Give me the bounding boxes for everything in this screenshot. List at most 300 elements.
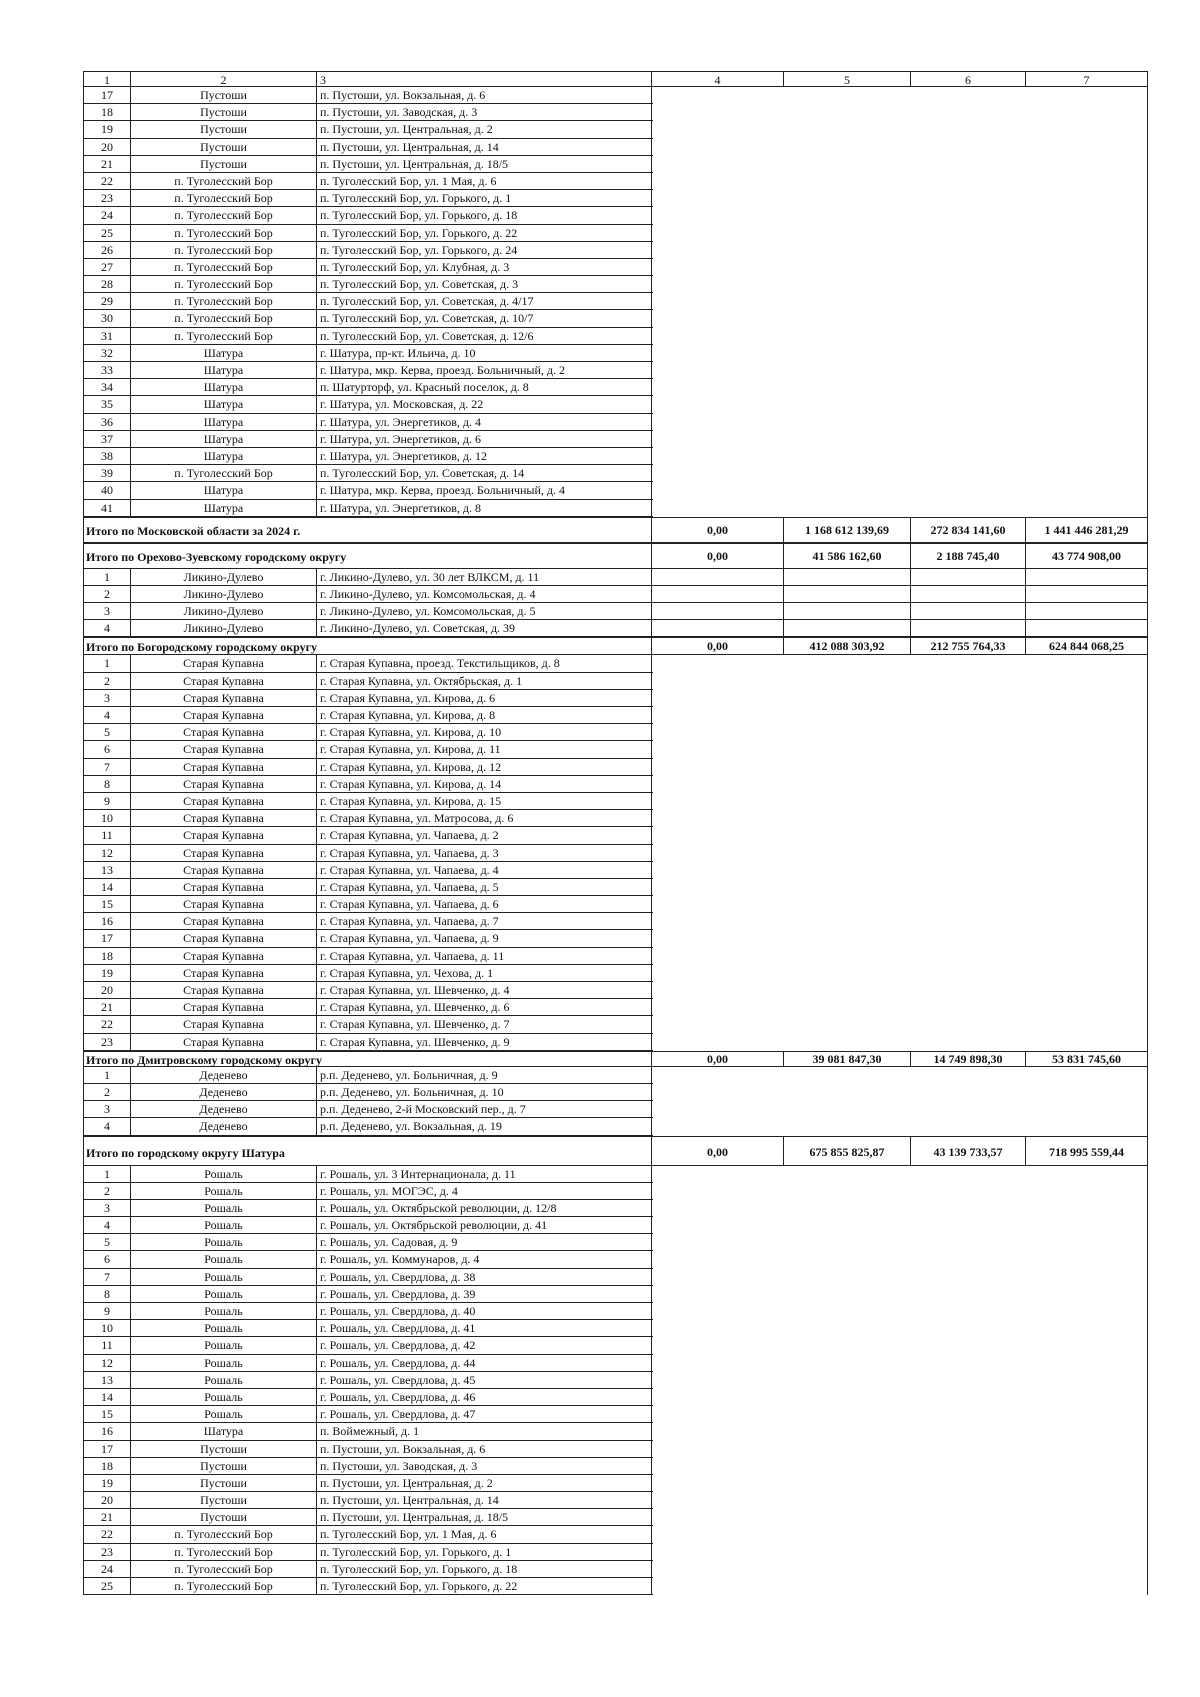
blank-area	[652, 793, 1148, 810]
locality: Деденево	[131, 1101, 317, 1118]
table-row	[83, 87, 1148, 104]
blank-area	[652, 1101, 1148, 1118]
locality: Пустоши	[131, 104, 317, 121]
table-row	[83, 1084, 1148, 1101]
row-number: 4	[83, 1118, 131, 1135]
blank-area	[652, 1217, 1148, 1234]
cell-empty	[652, 569, 784, 585]
locality: Рошаль	[131, 1286, 317, 1303]
row-number: 8	[83, 776, 131, 793]
row-number: 36	[83, 414, 131, 431]
blank-area	[652, 293, 1148, 310]
address: г. Рошаль, ул. Свердлова, д. 41	[317, 1320, 652, 1337]
address: г. Рошаль, ул. Октябрьской революции, д. 41	[317, 1217, 652, 1234]
address: п. Туголесский Бор, ул. Горького, д. 18	[317, 1561, 652, 1578]
locality: Старая Купавна	[131, 707, 317, 724]
address: г. Старая Купавна, ул. Октябрьская, д. 1	[317, 673, 652, 690]
row-number: 2	[83, 586, 131, 602]
locality: Ликино-Дулево	[131, 569, 317, 585]
blank-area	[652, 465, 1148, 482]
table-row	[83, 965, 1148, 982]
row-number: 33	[83, 362, 131, 379]
address: г. Старая Купавна, ул. Шевченко, д. 6	[317, 999, 652, 1016]
row-number: 16	[83, 1423, 131, 1440]
row-number: 24	[83, 207, 131, 224]
blank-area	[652, 724, 1148, 741]
address: г. Старая Купавна, ул. Шевченко, д. 9	[317, 1034, 652, 1051]
total-value: 39 081 847,30	[784, 1052, 911, 1066]
address: г. Шатура, ул. Энергетиков, д. 4	[317, 414, 652, 431]
locality: Старая Купавна	[131, 948, 317, 965]
locality: п. Туголесский Бор	[131, 242, 317, 259]
blank-area	[652, 362, 1148, 379]
address: г. Рошаль, ул. 3 Интернационала, д. 11	[317, 1166, 652, 1183]
table-row	[83, 707, 1148, 724]
locality: Старая Купавна	[131, 690, 317, 707]
address: г. Рошаль, ул. Свердлова, д. 46	[317, 1389, 652, 1406]
address: г. Старая Купавна, ул. Чехова, д. 1	[317, 965, 652, 982]
locality: Старая Купавна	[131, 724, 317, 741]
row-number: 9	[83, 793, 131, 810]
cell-empty	[1026, 569, 1148, 585]
total-value: 0,00	[652, 1052, 784, 1066]
address: г. Шатура, пр-кт. Ильича, д. 10	[317, 345, 652, 362]
blank-area	[652, 999, 1148, 1016]
table-row	[83, 948, 1148, 965]
locality: п. Туголесский Бор	[131, 328, 317, 345]
locality: Рошаль	[131, 1166, 317, 1183]
blank-area	[652, 879, 1148, 896]
blank-area	[652, 328, 1148, 345]
address: г. Ликино-Дулево, ул. 30 лет ВЛКСМ, д. 11	[317, 569, 652, 585]
table-row	[83, 1303, 1148, 1320]
total-label: Итого по Московской области за 2024 г.	[83, 518, 652, 542]
blank-area	[652, 1303, 1148, 1320]
total-value: 0,00	[652, 638, 784, 654]
row-number: 25	[83, 225, 131, 242]
row-number: 39	[83, 465, 131, 482]
table-row	[83, 827, 1148, 844]
table-row	[83, 1183, 1148, 1200]
total-label: Итого по Дмитровскому городскому округу	[83, 1052, 652, 1066]
row-number: 4	[83, 707, 131, 724]
address: п. Туголесский Бор, ул. Горького, д. 18	[317, 207, 652, 224]
address: р.п. Деденево, ул. Больничная, д. 10	[317, 1084, 652, 1101]
table-row	[83, 328, 1148, 345]
blank-area	[652, 741, 1148, 758]
row-number: 11	[83, 1337, 131, 1354]
cell-empty	[652, 586, 784, 602]
locality: п. Туголесский Бор	[131, 465, 317, 482]
address: г. Старая Купавна, ул. Кирова, д. 8	[317, 707, 652, 724]
locality: п. Туголесский Бор	[131, 225, 317, 242]
table-row	[83, 1372, 1148, 1389]
table-row	[83, 1389, 1148, 1406]
address: г. Рошаль, ул. Свердлова, д. 44	[317, 1355, 652, 1372]
address: г. Старая Купавна, ул. Чапаева, д. 9	[317, 930, 652, 947]
blank-area	[652, 1234, 1148, 1251]
table-row	[83, 1423, 1148, 1440]
row-number: 22	[83, 1016, 131, 1033]
locality: Рошаль	[131, 1303, 317, 1320]
locality: п. Туголесский Бор	[131, 190, 317, 207]
table-row	[83, 620, 1148, 637]
locality: п. Туголесский Бор	[131, 293, 317, 310]
address: п. Туголесский Бор, ул. Советская, д. 3	[317, 276, 652, 293]
locality: Старая Купавна	[131, 810, 317, 827]
row-number: 3	[83, 603, 131, 619]
blank-area	[652, 845, 1148, 862]
locality: п. Туголесский Бор	[131, 259, 317, 276]
table-row	[83, 121, 1148, 138]
address: г. Старая Купавна, ул. Кирова, д. 15	[317, 793, 652, 810]
row-number: 23	[83, 1544, 131, 1561]
address: п. Пустоши, ул. Центральная, д. 14	[317, 1492, 652, 1509]
cell-empty	[652, 603, 784, 619]
address: п. Туголесский Бор, ул. Советская, д. 12/6	[317, 328, 652, 345]
table-row	[83, 673, 1148, 690]
row-number: 20	[83, 982, 131, 999]
blank-area	[652, 396, 1148, 413]
table-row	[83, 586, 1148, 603]
blank-area	[652, 1166, 1148, 1183]
blank-area	[652, 156, 1148, 173]
locality: Старая Купавна	[131, 896, 317, 913]
row-number: 10	[83, 810, 131, 827]
total-value: 2 188 745,40	[911, 544, 1026, 568]
cell-empty	[1026, 620, 1148, 636]
locality: Шатура	[131, 345, 317, 362]
table-row	[83, 982, 1148, 999]
row-number: 21	[83, 999, 131, 1016]
locality: Деденево	[131, 1067, 317, 1084]
row-number: 25	[83, 1578, 131, 1595]
address: г. Шатура, мкр. Керва, проезд. Больничный, д. 4	[317, 482, 652, 499]
row-number: 34	[83, 379, 131, 396]
blank-area	[652, 1441, 1148, 1458]
blank-area	[652, 259, 1148, 276]
cell-empty	[784, 586, 911, 602]
address: п. Пустоши, ул. Центральная, д. 2	[317, 121, 652, 138]
locality: Старая Купавна	[131, 827, 317, 844]
row-number: 2	[83, 673, 131, 690]
table-row	[83, 724, 1148, 741]
address: г. Рошаль, ул. Свердлова, д. 40	[317, 1303, 652, 1320]
address: п. Шатурторф, ул. Красный поселок, д. 8	[317, 379, 652, 396]
blank-area	[652, 379, 1148, 396]
address: г. Рошаль, ул. Коммунаров, д. 4	[317, 1251, 652, 1268]
table-row	[83, 1578, 1148, 1595]
blank-area	[652, 1067, 1148, 1084]
table-row	[83, 1509, 1148, 1526]
table-row	[83, 603, 1148, 620]
row-number: 11	[83, 827, 131, 844]
address: г. Старая Купавна, ул. Чапаева, д. 5	[317, 879, 652, 896]
row-number: 15	[83, 896, 131, 913]
row-number: 23	[83, 190, 131, 207]
locality: Старая Купавна	[131, 879, 317, 896]
address: г. Старая Купавна, ул. Кирова, д. 6	[317, 690, 652, 707]
locality: Рошаль	[131, 1389, 317, 1406]
address: п. Туголесский Бор, ул. Горького, д. 22	[317, 225, 652, 242]
locality: п. Туголесский Бор	[131, 173, 317, 190]
row-number: 17	[83, 930, 131, 947]
blank-area	[652, 1337, 1148, 1354]
total-value: 0,00	[652, 544, 784, 568]
address: р.п. Деденево, ул. Вокзальная, д. 19	[317, 1118, 652, 1135]
address: п. Туголесский Бор, ул. Горького, д. 22	[317, 1578, 652, 1595]
locality: Старая Купавна	[131, 965, 317, 982]
row-number: 29	[83, 293, 131, 310]
locality: Старая Купавна	[131, 999, 317, 1016]
address: г. Рошаль, ул. Свердлова, д. 47	[317, 1406, 652, 1423]
column-number-1: 1	[83, 72, 131, 86]
locality: Шатура	[131, 431, 317, 448]
row-number: 24	[83, 1561, 131, 1578]
blank-area	[652, 1286, 1148, 1303]
blank-area	[652, 87, 1148, 104]
blank-area	[652, 173, 1148, 190]
blank-area	[652, 225, 1148, 242]
row-rule	[83, 1594, 653, 1595]
address: г. Ликино-Дулево, ул. Советская, д. 39	[317, 620, 652, 636]
row-number: 22	[83, 173, 131, 190]
locality: Рошаль	[131, 1183, 317, 1200]
table-row	[83, 1320, 1148, 1337]
blank-area	[652, 1423, 1148, 1440]
row-number: 41	[83, 500, 131, 517]
row-number: 3	[83, 1200, 131, 1217]
blank-area	[652, 1389, 1148, 1406]
locality: Рошаль	[131, 1251, 317, 1268]
row-number: 6	[83, 741, 131, 758]
table-row	[83, 879, 1148, 896]
address-table	[83, 71, 1148, 1595]
row-number: 9	[83, 1303, 131, 1320]
blank-area	[652, 673, 1148, 690]
table-row	[83, 1118, 1148, 1135]
address: г. Рошаль, ул. Свердлова, д. 38	[317, 1269, 652, 1286]
blank-area	[652, 1561, 1148, 1578]
table-row	[83, 1286, 1148, 1303]
locality: Пустоши	[131, 1458, 317, 1475]
address: г. Старая Купавна, ул. Чапаева, д. 11	[317, 948, 652, 965]
address: г. Старая Купавна, проезд. Текстильщиков, д. 8	[317, 655, 652, 672]
row-number: 32	[83, 345, 131, 362]
address: г. Рошаль, ул. Садовая, д. 9	[317, 1234, 652, 1251]
table-row	[83, 1337, 1148, 1354]
locality: Рошаль	[131, 1234, 317, 1251]
table-row	[83, 1200, 1148, 1217]
row-number: 1	[83, 655, 131, 672]
total-value: 43 139 733,57	[911, 1137, 1026, 1165]
table-row	[83, 293, 1148, 310]
row-number: 12	[83, 845, 131, 862]
total-label: Итого по городскому округу Шатура	[83, 1137, 652, 1165]
cell-empty	[784, 569, 911, 585]
total-row	[83, 517, 1148, 543]
row-number: 35	[83, 396, 131, 413]
blank-area	[652, 1320, 1148, 1337]
address: г. Шатура, ул. Московская, д. 22	[317, 396, 652, 413]
row-number: 1	[83, 1067, 131, 1084]
table-row	[83, 310, 1148, 327]
locality: Старая Купавна	[131, 759, 317, 776]
table-row	[83, 1441, 1148, 1458]
address: г. Старая Купавна, ул. Шевченко, д. 4	[317, 982, 652, 999]
table-row	[83, 345, 1148, 362]
row-number: 19	[83, 1475, 131, 1492]
total-value: 212 755 764,33	[911, 638, 1026, 654]
row-number: 14	[83, 879, 131, 896]
row-number: 18	[83, 948, 131, 965]
row-number: 4	[83, 1217, 131, 1234]
cell-empty	[1026, 586, 1148, 602]
table-row	[83, 845, 1148, 862]
total-value: 0,00	[652, 1137, 784, 1165]
address: п. Пустоши, ул. Центральная, д. 2	[317, 1475, 652, 1492]
row-number: 17	[83, 1441, 131, 1458]
table-row	[83, 190, 1148, 207]
blank-area	[652, 1269, 1148, 1286]
locality: Шатура	[131, 396, 317, 413]
header-row	[83, 71, 1148, 87]
table-row	[83, 396, 1148, 413]
locality: Пустоши	[131, 1509, 317, 1526]
blank-area	[652, 310, 1148, 327]
row-number: 19	[83, 121, 131, 138]
address: г. Шатура, ул. Энергетиков, д. 12	[317, 448, 652, 465]
address: г. Шатура, мкр. Керва, проезд. Больничный, д. 2	[317, 362, 652, 379]
total-value: 272 834 141,60	[911, 518, 1026, 542]
blank-area	[652, 930, 1148, 947]
address: п. Пустоши, ул. Вокзальная, д. 6	[317, 1441, 652, 1458]
address: г. Рошаль, ул. Свердлова, д. 45	[317, 1372, 652, 1389]
cell-empty	[911, 569, 1026, 585]
total-row	[83, 543, 1148, 569]
row-number: 14	[83, 1389, 131, 1406]
locality: п. Туголесский Бор	[131, 1544, 317, 1561]
table-row	[83, 1067, 1148, 1084]
cell-empty	[784, 620, 911, 636]
locality: Рошаль	[131, 1320, 317, 1337]
address: г. Старая Купавна, ул. Кирова, д. 12	[317, 759, 652, 776]
table-row	[83, 776, 1148, 793]
locality: п. Туголесский Бор	[131, 1561, 317, 1578]
row-number: 13	[83, 862, 131, 879]
address: п. Туголесский Бор, ул. Советская, д. 10/7	[317, 310, 652, 327]
address: г. Ликино-Дулево, ул. Комсомольская, д. 4	[317, 586, 652, 602]
address: п. Пустоши, ул. Центральная, д. 18/5	[317, 1509, 652, 1526]
locality: Шатура	[131, 482, 317, 499]
total-value: 0,00	[652, 518, 784, 542]
row-number: 13	[83, 1372, 131, 1389]
table-row	[83, 810, 1148, 827]
blank-area	[652, 1458, 1148, 1475]
blank-area	[652, 1200, 1148, 1217]
locality: Ликино-Дулево	[131, 620, 317, 636]
locality: Шатура	[131, 414, 317, 431]
table-row	[83, 1101, 1148, 1118]
blank-area	[652, 655, 1148, 672]
locality: Рошаль	[131, 1217, 317, 1234]
address: п. Воймежный, д. 1	[317, 1423, 652, 1440]
table-row	[83, 414, 1148, 431]
locality: Деденево	[131, 1118, 317, 1135]
blank-area	[652, 1475, 1148, 1492]
blank-area	[652, 448, 1148, 465]
table-row	[83, 225, 1148, 242]
row-number: 12	[83, 1355, 131, 1372]
address: г. Старая Купавна, ул. Кирова, д. 14	[317, 776, 652, 793]
address: г. Рошаль, ул. Октябрьской революции, д. 12/8	[317, 1200, 652, 1217]
total-value: 624 844 068,25	[1026, 638, 1148, 654]
blank-area	[652, 1578, 1148, 1595]
locality: Старая Купавна	[131, 930, 317, 947]
table-row	[83, 362, 1148, 379]
row-number: 37	[83, 431, 131, 448]
locality: Старая Купавна	[131, 741, 317, 758]
address: г. Шатура, ул. Энергетиков, д. 8	[317, 500, 652, 517]
row-number: 20	[83, 139, 131, 156]
locality: п. Туголесский Бор	[131, 276, 317, 293]
row-number: 28	[83, 276, 131, 293]
locality: Старая Купавна	[131, 776, 317, 793]
blank-area	[652, 1492, 1148, 1509]
table-row	[83, 104, 1148, 121]
address: р.п. Деденево, 2-й Московский пер., д. 7	[317, 1101, 652, 1118]
locality: Старая Купавна	[131, 1016, 317, 1033]
table-row	[83, 569, 1148, 586]
cell-empty	[911, 586, 1026, 602]
locality: Ликино-Дулево	[131, 586, 317, 602]
total-value: 718 995 559,44	[1026, 1137, 1148, 1165]
total-value: 675 855 825,87	[784, 1137, 911, 1165]
address: г. Старая Купавна, ул. Чапаева, д. 4	[317, 862, 652, 879]
address: р.п. Деденево, ул. Больничная, д. 9	[317, 1067, 652, 1084]
address: п. Туголесский Бор, ул. Советская, д. 14	[317, 465, 652, 482]
row-number: 21	[83, 156, 131, 173]
blank-area	[652, 500, 1148, 517]
table-row	[83, 1269, 1148, 1286]
table-row	[83, 207, 1148, 224]
locality: п. Туголесский Бор	[131, 1526, 317, 1543]
row-number: 1	[83, 1166, 131, 1183]
locality: Старая Купавна	[131, 673, 317, 690]
blank-area	[652, 1406, 1148, 1423]
column-number-4: 4	[652, 72, 784, 86]
table-row	[83, 930, 1148, 947]
address: п. Туголесский Бор, ул. 1 Мая, д. 6	[317, 173, 652, 190]
table-row	[83, 1458, 1148, 1475]
cell-empty	[652, 620, 784, 636]
row-number: 5	[83, 724, 131, 741]
table-row	[83, 1217, 1148, 1234]
table-row	[83, 1355, 1148, 1372]
row-number: 5	[83, 1234, 131, 1251]
blank-area	[652, 965, 1148, 982]
blank-area	[652, 1016, 1148, 1033]
locality: Рошаль	[131, 1406, 317, 1423]
table-row	[83, 862, 1148, 879]
row-number: 26	[83, 242, 131, 259]
blank-area	[652, 1544, 1148, 1561]
table-row	[83, 242, 1148, 259]
row-number: 10	[83, 1320, 131, 1337]
row-number: 8	[83, 1286, 131, 1303]
locality: Пустоши	[131, 87, 317, 104]
table-row	[83, 156, 1148, 173]
